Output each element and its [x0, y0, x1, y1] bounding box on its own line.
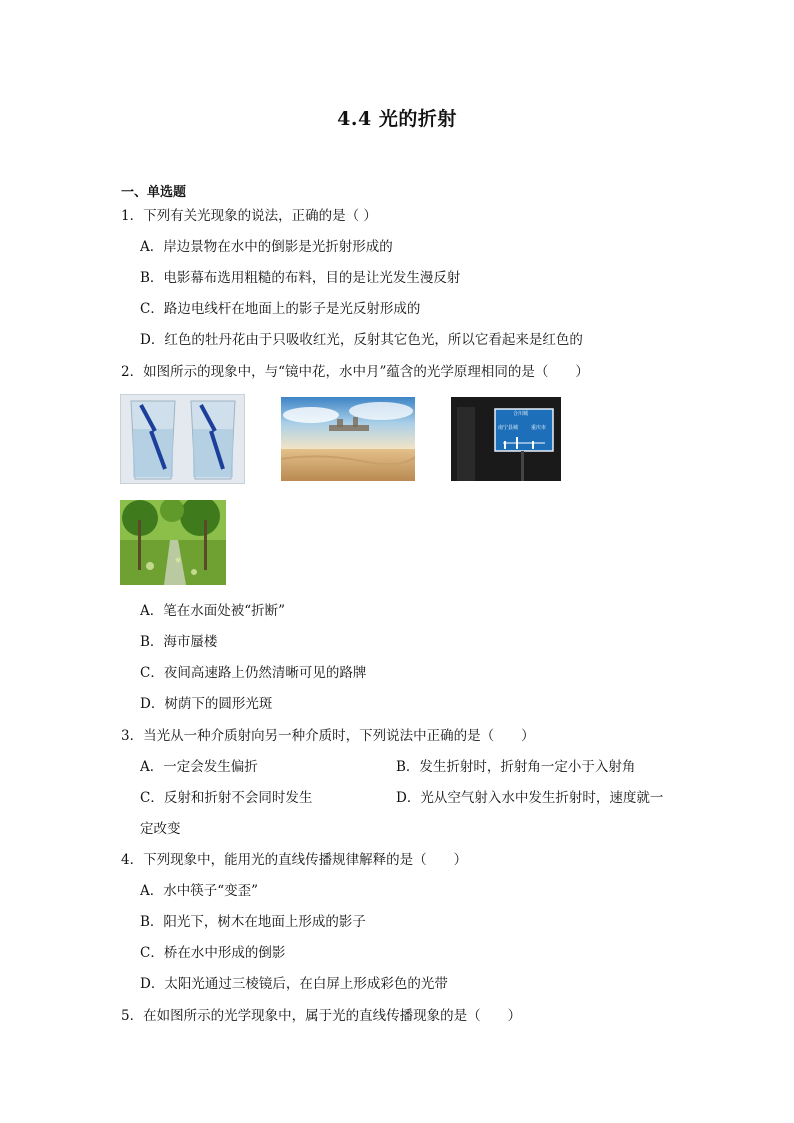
question-4-option-a: A．水中筷子“变歪”	[140, 883, 259, 899]
section-heading: 一、单选题	[121, 185, 187, 200]
question-2-stem: 2．如图所示的现象中，与“镜中花，水中月”蕴含的光学原理相同的是（ ）	[121, 364, 589, 380]
question-4-option-b: B．阳光下，树木在地面上形成的影子	[140, 914, 366, 930]
question-1-option-b: B．电影幕布选用粗糙的布料，目的是让光发生漫反射	[140, 270, 461, 286]
question-3-option-d-continued: 定改变	[140, 821, 181, 837]
question-3-option-d: D．光从空气射入水中发生折射时，速度就一	[396, 790, 664, 806]
question-4-option-d: D．太阳光通过三棱镜后，在白屏上形成彩色的光带	[140, 976, 448, 992]
question-1-option-a: A．岸边景物在水中的倒影是光折射形成的	[140, 239, 393, 255]
sign-left-text: 南宁县城	[498, 425, 519, 431]
question-2-option-d: D．树荫下的圆形光斑	[140, 696, 273, 712]
tree-shade-image	[120, 500, 226, 585]
question-1-option-d: D．红色的牡丹花由于只吸收红光，反射其它色光，所以它看起来是红色的	[140, 332, 583, 348]
question-1-stem: 1．下列有关光现象的说法，正确的是（ ）	[121, 208, 377, 224]
question-3-stem: 3．当光从一种介质射向另一种介质时，下列说法中正确的是（ ）	[121, 728, 535, 744]
sign-right-text: 重庆市	[531, 425, 547, 431]
question-2-option-a: A．笔在水面处被“折断”	[140, 603, 286, 619]
question-5-stem: 5．在如图所示的光学现象中，属于光的直线传播现象的是（ ）	[121, 1008, 522, 1024]
question-2-option-b: B．海市蜃楼	[140, 634, 218, 650]
question-3-option-a: A．一定会发生偏折	[140, 759, 258, 775]
road-sign-image	[451, 397, 561, 481]
question-4-option-c: C．桥在水中形成的倒影	[140, 945, 286, 961]
question-4-stem: 4．下列现象中，能用光的直线传播规律解释的是（ ）	[121, 852, 468, 868]
pen-in-water-image	[120, 394, 245, 484]
question-3-option-b: B．发生折射时，折射角一定小于入射角	[396, 759, 636, 775]
question-3-option-c: C．反射和折射不会同时发生	[140, 790, 313, 806]
page-title: 4.4 光的折射	[337, 108, 457, 130]
sign-top-text: 合川城	[513, 411, 529, 417]
question-1-option-c: C．路边电线杆在地面上的影子是光反射形成的	[140, 301, 421, 317]
mirage-image	[281, 397, 415, 481]
question-2-option-c: C．夜间高速路上仍然清晰可见的路牌	[140, 665, 367, 681]
